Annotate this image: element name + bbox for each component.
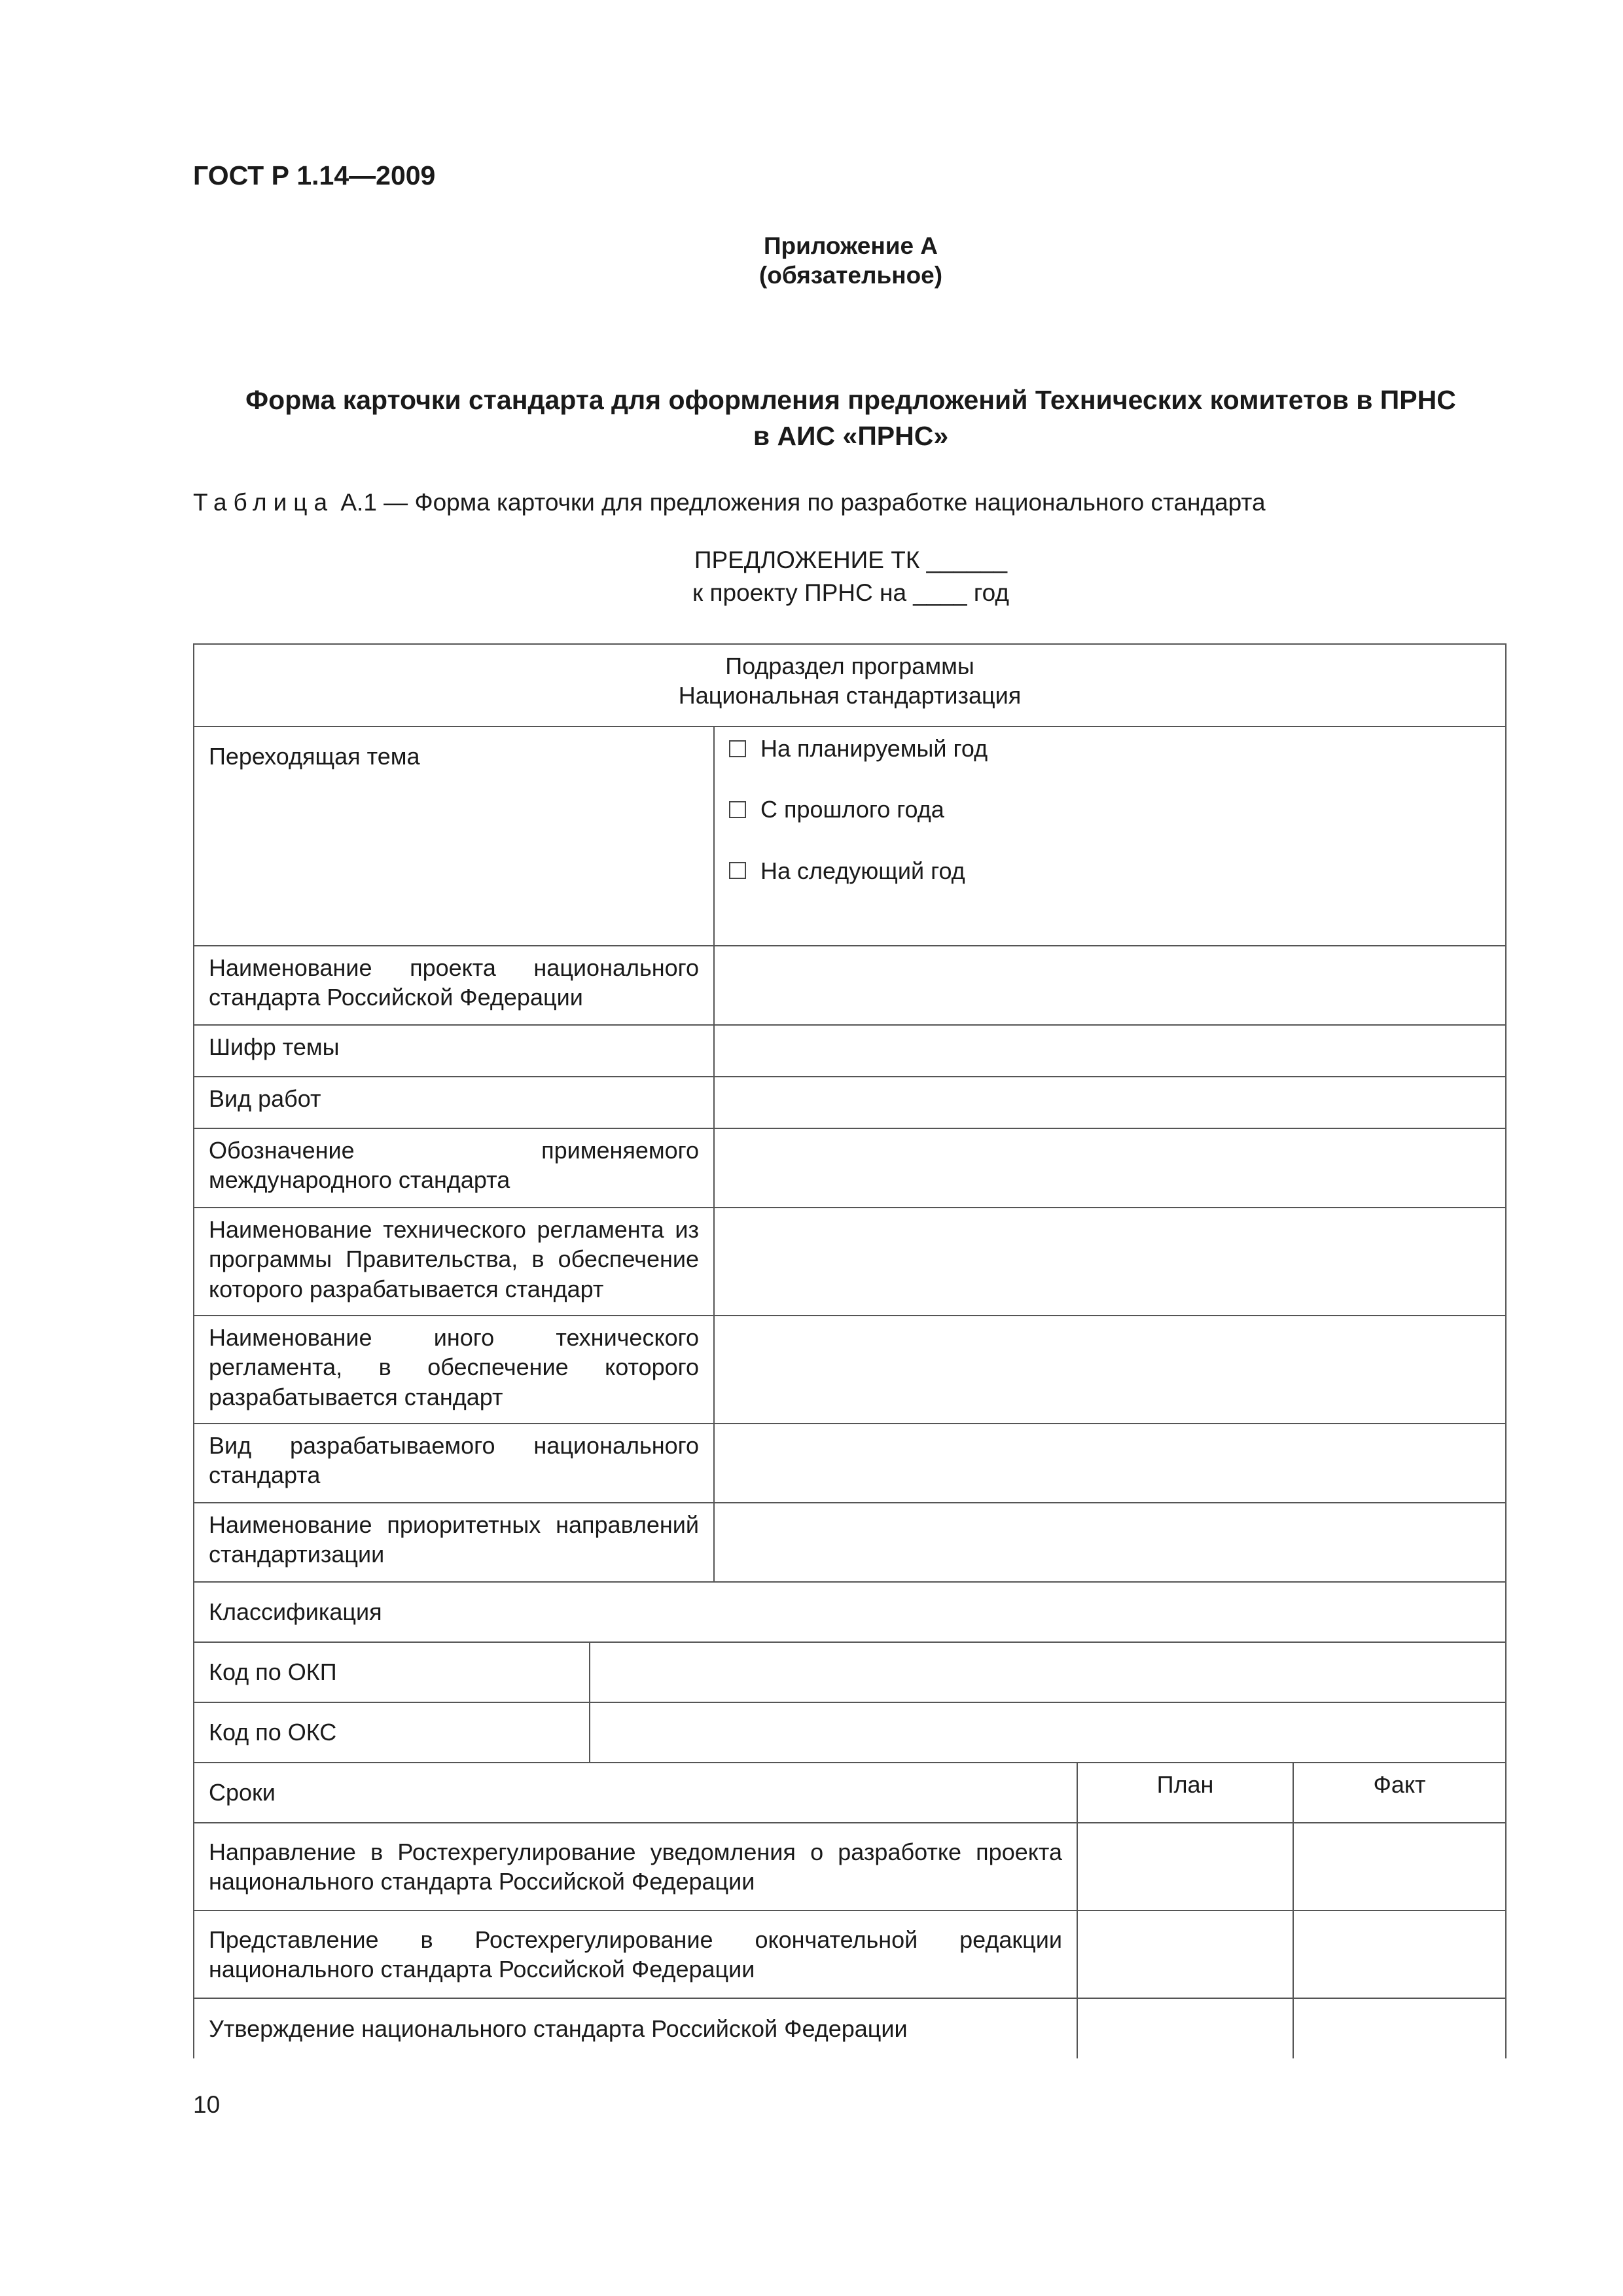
- row-value[interactable]: [714, 1208, 1506, 1316]
- table-row: [194, 1316, 1506, 1424]
- deadline-row: [194, 1910, 1506, 1998]
- option-next-year[interactable]: [729, 856, 1491, 886]
- checkbox-icon[interactable]: [729, 862, 746, 879]
- proposal-heading: ПРЕДЛОЖЕНИЕ ТК ______: [694, 547, 1008, 573]
- transition-options: [714, 726, 1506, 946]
- subsection-line2: Национальная стандартизация: [678, 682, 1022, 709]
- oks-row: [194, 1702, 1506, 1763]
- table-row: [194, 1128, 1506, 1208]
- row-label: Обозначение применяемого международного стандарта: [194, 1128, 714, 1208]
- row-label: Вид работ: [194, 1077, 714, 1128]
- row-label: Наименование иного технического регламента, в обеспечение которого разрабатывается стандарт: [194, 1316, 714, 1424]
- deadlines-label: Сроки: [194, 1763, 1077, 1823]
- row-value[interactable]: [714, 1025, 1506, 1077]
- option-planned-year[interactable]: [729, 734, 1491, 763]
- option-label: На следующий год: [760, 857, 965, 884]
- proposal-form-table: [193, 643, 1507, 2058]
- table-row: [194, 1424, 1506, 1503]
- table-row: [194, 1503, 1506, 1582]
- classification-label: Классификация: [194, 1582, 1506, 1642]
- deadline-row: [194, 1998, 1506, 2058]
- appendix-title: Приложение А: [763, 232, 938, 259]
- table-caption: [193, 489, 1266, 516]
- row-label: Наименование технического регламента из программы Правительства, в обеспечение которого разрабатывается стандарт: [194, 1208, 714, 1316]
- row-value[interactable]: [714, 1316, 1506, 1424]
- document-code: ГОСТ Р 1.14—2009: [193, 160, 436, 190]
- deadline-label: Направление в Ростехрегулирование уведомления о разработке проекта национального стандарта Российской Федерации: [194, 1823, 1077, 1910]
- transition-label: Переходящая тема: [194, 726, 714, 946]
- plan-value[interactable]: [1077, 1910, 1293, 1998]
- table-row: [194, 1208, 1506, 1316]
- classification-row: [194, 1582, 1506, 1642]
- okp-value[interactable]: [590, 1642, 1506, 1702]
- table-row: [194, 946, 1506, 1025]
- fact-value[interactable]: [1293, 1823, 1506, 1910]
- row-label: Шифр темы: [194, 1025, 714, 1077]
- page-number: 10: [193, 2091, 221, 2118]
- row-value[interactable]: [714, 1077, 1506, 1128]
- table-caption-label: Таблица: [193, 489, 334, 516]
- row-label: Наименование приоритетных направлений стандартизации: [194, 1503, 714, 1582]
- row-label: Вид разрабатываемого национального стандарта: [194, 1424, 714, 1503]
- table-row: [194, 1077, 1506, 1128]
- option-label: На планируемый год: [760, 735, 988, 762]
- checkbox-icon[interactable]: [729, 801, 746, 818]
- plan-value[interactable]: [1077, 1998, 1293, 2058]
- table-caption-text: А.1 — Форма карточки для предложения по разработке национального стандарта: [334, 489, 1266, 516]
- checkbox-icon[interactable]: [729, 740, 746, 757]
- subsection-line1: Подраздел программы: [725, 653, 974, 679]
- plan-value[interactable]: [1077, 1823, 1293, 1910]
- fact-value[interactable]: [1293, 1910, 1506, 1998]
- subsection-cell: [194, 644, 1506, 726]
- fact-value[interactable]: [1293, 1998, 1506, 2058]
- row-value[interactable]: [714, 946, 1506, 1025]
- form-title-line1: Форма карточки стандарта для оформления предложений Технических комитетов в ПРНС: [245, 385, 1456, 415]
- proposal-year: к проекту ПРНС на ____ год: [692, 579, 1009, 606]
- form-title-line2: в АИС «ПРНС»: [753, 421, 949, 451]
- subsection-row: [194, 644, 1506, 726]
- deadline-label: Представление в Ростехрегулирование окончательной редакции национального стандарта Российской Федерации: [194, 1910, 1077, 1998]
- option-label: С прошлого года: [760, 796, 944, 823]
- appendix-note: (обязательное): [758, 262, 943, 289]
- deadlines-header-row: [194, 1763, 1506, 1823]
- deadline-label: Утверждение национального стандарта Российской Федерации: [194, 1998, 1077, 2058]
- fact-header: Факт: [1293, 1763, 1506, 1823]
- plan-header: План: [1077, 1763, 1293, 1823]
- oks-value[interactable]: [590, 1702, 1506, 1763]
- row-label: Наименование проекта национального стандарта Российской Федерации: [194, 946, 714, 1025]
- table-row: [194, 1025, 1506, 1077]
- okp-row: [194, 1642, 1506, 1702]
- transition-row: [194, 726, 1506, 946]
- okp-label: Код по ОКП: [194, 1642, 590, 1702]
- option-previous-year[interactable]: [729, 795, 1491, 824]
- deadline-row: [194, 1823, 1506, 1910]
- row-value[interactable]: [714, 1128, 1506, 1208]
- row-value[interactable]: [714, 1424, 1506, 1503]
- oks-label: Код по ОКС: [194, 1702, 590, 1763]
- row-value[interactable]: [714, 1503, 1506, 1582]
